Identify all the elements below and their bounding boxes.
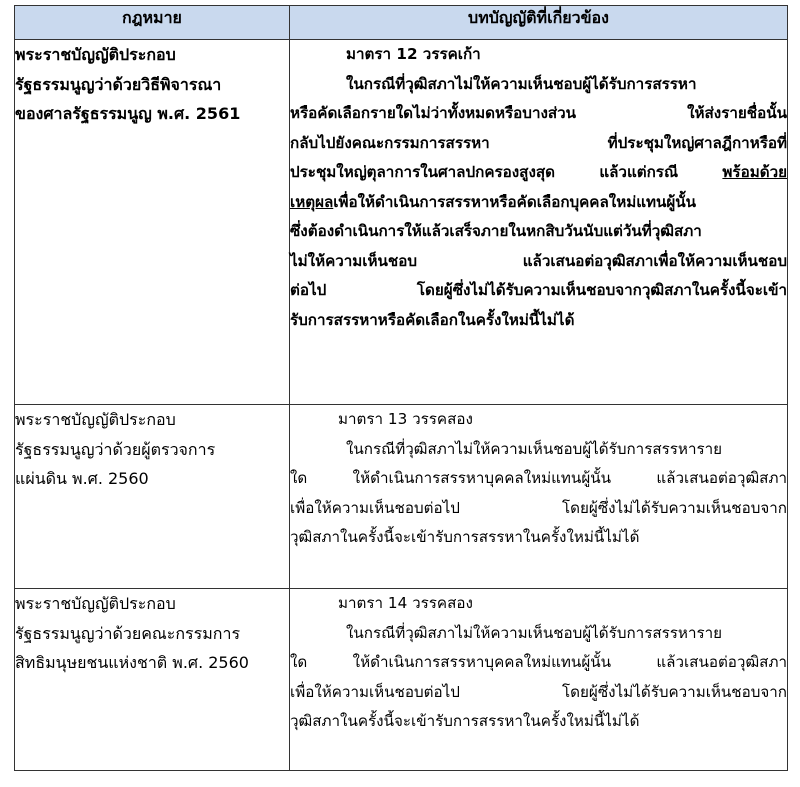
provision-cell bbox=[290, 40, 788, 405]
law-name-line: รัฐธรรมนูญว่าด้วยคณะกรรมการ bbox=[15, 623, 241, 643]
law-name-line: รัฐธรรมนูญว่าด้วยผู้ตรวจการ bbox=[15, 439, 216, 459]
law-name-line: พระราชบัญญัติประกอบ bbox=[15, 410, 176, 429]
provision-line: หรือคัดเลือกรายใดไม่ว่าทั้งหมดหรือบางส่วน ให้ส่งรายชื่อนั้น bbox=[290, 104, 787, 122]
provision-line: วุฒิสภาในครั้งนี้จะเข้ารับการสรรหาในครั้งใหม่นี้ไม่ได้ bbox=[290, 528, 640, 546]
provision-line: เพื่อให้ความเห็นชอบต่อไป โดยผู้ซึ่งไม่ได้รับความเห็นชอบจาก bbox=[290, 498, 787, 517]
header-provision: บทบัญญัติที่เกี่ยวข้อง bbox=[290, 6, 788, 40]
table-row bbox=[15, 589, 788, 771]
section-title: มาตรา 14 วรรคสอง bbox=[338, 594, 473, 612]
law-name-line: สิทธิมนุษยชนแห่งชาติ พ.ศ. 2560 bbox=[15, 653, 249, 672]
law-name-cell bbox=[15, 589, 290, 771]
provision-line: ในกรณีที่วุฒิสภาไม่ให้ความเห็นชอบผู้ได้รับการสรรหาราย bbox=[346, 439, 723, 458]
provision-line: รับการสรรหาหรือคัดเลือกในครั้งใหม่นี้ไม่ได้ bbox=[290, 310, 575, 329]
table-header-row bbox=[15, 6, 788, 40]
law-name-line: พระราชบัญญัติประกอบ bbox=[15, 594, 176, 613]
header-law: กฎหมาย bbox=[15, 6, 290, 40]
provision-line: ไม่ให้ความเห็นชอบ แล้วเสนอต่อวุฒิสภาเพื่อให้ความเห็นชอบ bbox=[290, 251, 787, 270]
table-row bbox=[15, 40, 788, 405]
provision-line: ต่อไป โดยผู้ซึ่งไม่ได้รับความเห็นชอบจากวุฒิสภาในครั้งนี้จะเข้า bbox=[290, 281, 787, 299]
provision-line-part: เพื่อให้ดำเนินการสรรหาหรือคัดเลือกบุคคลใหม่แทนผู้นั้น bbox=[333, 192, 697, 211]
law-name-cell bbox=[15, 40, 290, 405]
provision-line: ซึ่งต้องดำเนินการให้แล้วเสร็จภายในหกสิบวันนับแต่วันที่วุฒิสภา bbox=[290, 222, 702, 240]
section-title: มาตรา 12 วรรคเก้า bbox=[346, 45, 481, 63]
provision-line: ในกรณีที่วุฒิสภาไม่ให้ความเห็นชอบผู้ได้รับการสรรหา bbox=[346, 74, 697, 93]
provision-line: ใด ให้ดำเนินการสรรหาบุคคลใหม่แทนผู้นั้น แล้วเสนอต่อวุฒิสภา bbox=[290, 653, 787, 671]
provision-line: เพื่อให้ความเห็นชอบต่อไป โดยผู้ซึ่งไม่ได้รับความเห็นชอบจาก bbox=[290, 682, 787, 701]
law-name-cell bbox=[15, 405, 290, 589]
provision-line bbox=[290, 188, 787, 218]
underlined-reason: เหตุผล bbox=[290, 192, 334, 211]
law-name-line: แผ่นดิน พ.ศ. 2560 bbox=[15, 469, 149, 488]
provision-cell bbox=[290, 405, 788, 589]
table-row bbox=[15, 405, 788, 589]
provision-line bbox=[290, 158, 787, 188]
law-name-line: ของศาลรัฐธรรมนูญ พ.ศ. 2561 bbox=[15, 104, 241, 123]
law-name-line: พระราชบัญญัติประกอบ bbox=[15, 45, 176, 64]
provision-line: ใด ให้ดำเนินการสรรหาบุคคลใหม่แทนผู้นั้น แล้วเสนอต่อวุฒิสภา bbox=[290, 469, 787, 487]
underlined-with-reason: พร้อมด้วย bbox=[722, 163, 787, 181]
provision-line: ในกรณีที่วุฒิสภาไม่ให้ความเห็นชอบผู้ได้รับการสรรหาราย bbox=[346, 623, 723, 642]
section-title: มาตรา 13 วรรคสอง bbox=[338, 410, 473, 428]
law-name-line: รัฐธรรมนูญว่าด้วยวิธีพิจารณา bbox=[15, 74, 222, 94]
law-comparison-table bbox=[14, 5, 788, 771]
provision-line-part: ประชุมใหญ่ตุลาการในศาลปกครองสูงสุด แล้วแต่กรณี bbox=[290, 163, 679, 181]
provision-line: กลับไปยังคณะกรรมการสรรหา ที่ประชุมใหญ่ศาลฎีกาหรือที่ bbox=[290, 133, 787, 152]
provision-cell bbox=[290, 589, 788, 771]
provision-line: วุฒิสภาในครั้งนี้จะเข้ารับการสรรหาในครั้งใหม่นี้ไม่ได้ bbox=[290, 712, 640, 730]
